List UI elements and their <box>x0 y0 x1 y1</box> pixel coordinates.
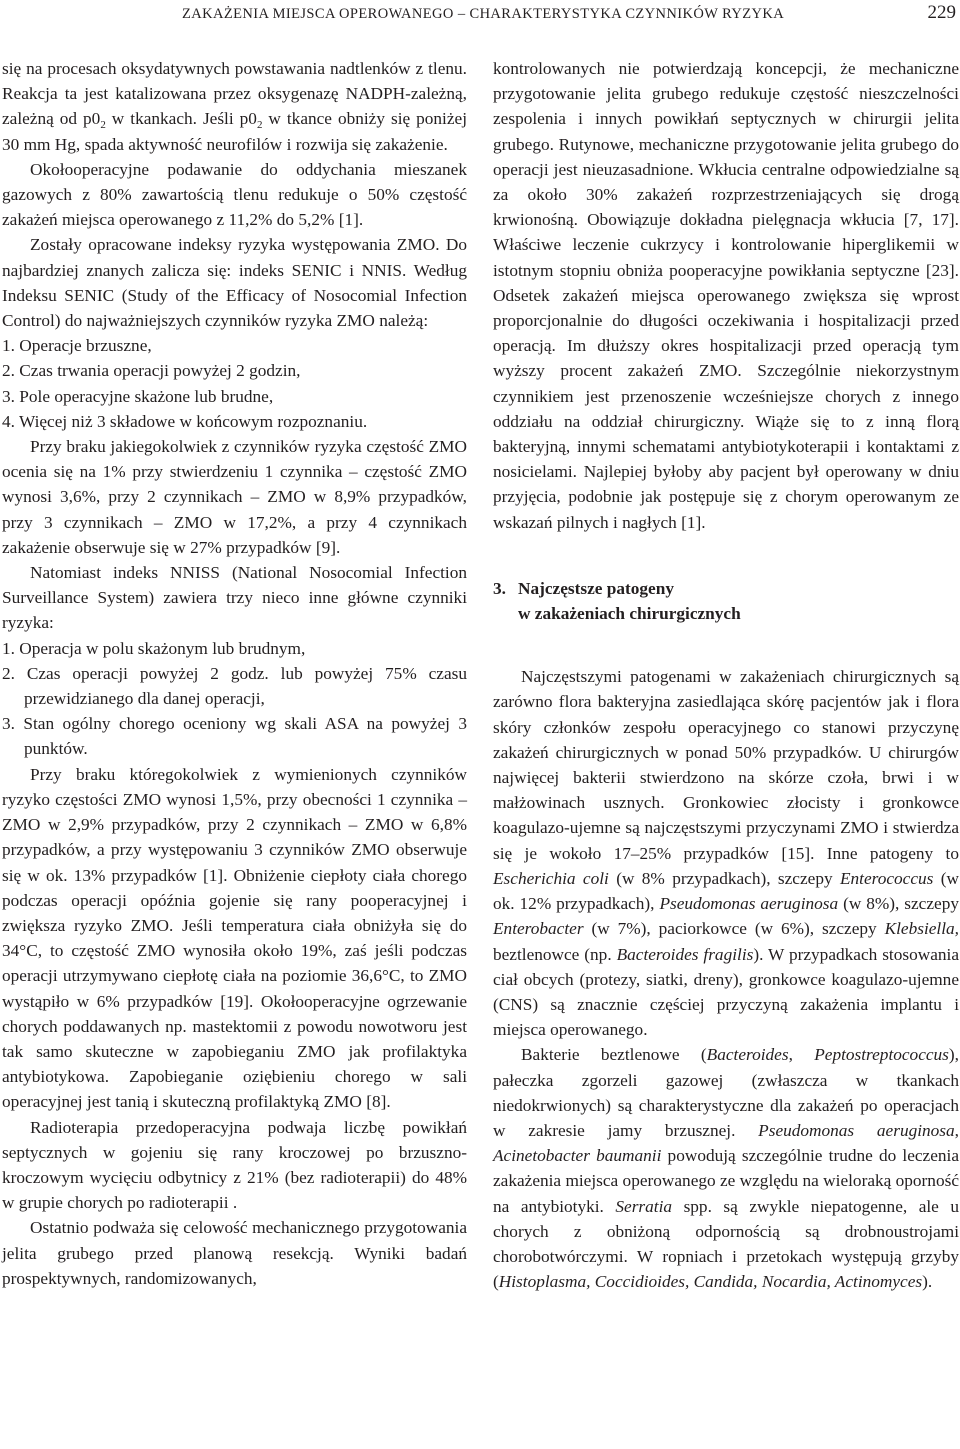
paragraph: Radioterapia przedoperacyjna podwaja liczbę powikłań septycznych w gojeniu się rany kroczowej po brzuszno-kroczowym wycięciu odbytnicy z 21% (bez radioterapii) do 48% w grupie chorych po radioterapii . <box>2 1117 467 1213</box>
paragraph: Bakterie beztlenowe (Bacteroides, Peptostreptococcus), pałeczka zgorzeli gazowej (zwłaszcza w tkankach niedokrwionych) są charakterystyczne dla zakażeń po operacjach w zakresie jamy brzusznej. Pseudomonas aeruginosa, Acinetobacter baumanii powodują szczególnie trudne do leczenia zakażenia miejsca operowanego ze względu na wieloraką oporność na antybiotyki. Serratia spp. są zwykle niepatogenne, ale u chorych z obniżoną odpornością są drobnoustrojami chorobotwórczymi. W ropniach i przetokach występują grzyby (Histoplasma, Coccidioides, Candida, Nocardia, Actinomyces). <box>493 1045 959 1292</box>
paragraph: Przy braku jakiegokolwiek z czynników ryzyka częstość ZMO ocenia się na 1% przy stwierdzeniu 1 czynnika – częstość ZMO wynosi 3,6%, przy 2 czynnikach – ZMO w 8,9% przypadków, przy 3 czynnikach – ZMO w 17,2%, a przy 4 czynnikach zakażenie obserwuje się w 27% przypadków [9]. <box>2 437 467 557</box>
list-item: 3. Pole operacyjne skażone lub brudne, <box>2 386 274 406</box>
section-title-line: w zakażeniach chirurgicznych <box>518 604 741 624</box>
list-item: 1. Operacje brzuszne, <box>2 336 152 356</box>
paragraph: Okołooperacyjne podawanie do oddychania mieszanek gazowych z 80% zawartością tlenu redukuje o 50% częstość zakażeń miejsca operowanego z 11,2% do 5,2% [1]. <box>2 159 467 230</box>
list-item: 4. Więcej niż 3 składowe w końcowym rozpoznaniu. <box>2 411 368 431</box>
paragraph: kontrolowanych nie potwierdzają koncepcji, że mechaniczne przygotowanie jelita grubego redukuje częstość nieszczelności zespolenia i innych powikłań septycznych w chirurgii jelita grubego. Rutynowe, mechaniczne przygotowanie jelita grubego do operacji jest nieuzasadnione. Wkłucia centralne odpowiedzialne są za około 30% zakażeń rozprzestrzeniających się drogą krwionośną. Obowiązuje dokładna pielęgnacja wkłucia [7, 17]. Właściwe leczenie cukrzycy i kontrolowanie hiperglikemii w istotnym stopniu obniża pooperacyjne powikłania septyczne [23]. Odsetek zakażeń miejsca operowanego zwiększa się wprost proporcjonalnie do długości oczekiwania i hospitalizacji przed operacją. Im dłuższy okres hospitalizacji przed operacją tym wyższy procent zakażeń ZMO. Szczególnie niekorzystnym czynnikiem jest przenoszenie wcześniejsze chorych z innego oddziału na oddział chirurgiczny. Wiąże się to z inną florą bakteryjną, innymi schematami antybiotykoterapii i kontaktami z nosicielami. Najlepiej byłoby aby pacjent był operowany w dniu przyjęcia, podobnie jak postępuje się z chorym operowanym ze wskazań pilnych i nagłych [1]. <box>493 59 959 532</box>
list-item: 1. Operacja w polu skażonym lub brudnym, <box>2 638 306 658</box>
paragraph: Natomiast indeks NNISS (National Nosocomial Infection Surveillance System) zawiera trzy nieco inne główne czynniki ryzyka: <box>2 563 467 633</box>
nniss-risk-factor-list <box>2 636 467 762</box>
list-item: 2. Czas operacji powyżej 2 godz. lub powyżej 75% czasu przewidzianego dla danej operacji, <box>2 663 467 709</box>
list-item: 3. Stan ogólny chorego oceniony wg skali ASA na powyżej 3 punktów. <box>2 714 467 759</box>
paragraph: Przy braku któregokolwiek z wymienionych czynników ryzyko częstości ZMO wynosi 1,5%, przy obecności 1 czynnika – ZMO w 2,9% przypadków, przy 2 czynnikach – ZMO w 6,8% przypadków, a przy występowaniu 3 czynników ZMO obserwuje się w ok. 13% przypadków [1]. Obniżenie ciepłoty ciała chorego podczas operacji opóźnia gojenie się rany pooperacyjnej i zwiększa ryzyko ZMO. Jeśli temperatura ciała obniżyła się do 34°C, to częstość ZMO wynosiła około 19%, zaś jeśli podczas operacji utrzymywano ciepłotę ciała na poziomie 36,6°C, to ZMO wystąpiło w 6% przypadków [19]. Okołooperacyjne ogrzewanie chorych poddawanych np. mastektomii z powodu nowotworu jest tak samo skuteczne w zapobieganiu ZMO jak profilaktyka antybiotykowa. Zapobieganie oziębieniu chorego w sali operacyjnej jest tanią i skuteczną profilaktyką ZMO [8]. <box>2 764 467 1112</box>
section-number: 3. <box>493 578 506 598</box>
section-title-line: Najczęstsze patogeny <box>518 578 674 598</box>
left-column <box>2 56 467 1291</box>
list-item: 2. Czas trwania operacji powyżej 2 godzin, <box>2 361 301 381</box>
paragraph: Najczęstszymi patogenami w zakażeniach chirurgicznych są zarówno flora bakteryjna zasiedlająca skórę pacjentów jak i flora skóry członków zespołu operacyjnego co stanowi przyczynę zakażeń chirurgicznych w ponad 50% przypadków. U chirurgów najwięcej bakterii stwierdzono na skórze czoła, brwi i w małżowinach usznych. Gronkowiec złocisty i gronkowce koagulazo-ujemne są najczęstszymi przyczynami ZMO i stwierdza się je wokoło 17–25% przypadków [15]. Inne patogeny to Escherichia coli (w 8% przypadkach), szczepy Enterococcus (w ok. 12% przypadkach), Pseudomonas aeruginosa (w 8%), szczepy Enterobacter (w 7%), paciorkowce (w 6%), szczepy Klebsiella, beztlenowce (np. Bacteroides fragilis). W przypadkach stosowania ciał obcych (protezy, siatki, dreny), gronkowce koagulazo-ujemne (CNS) są znacznie częściej przyczyną zakażenia implantu i miejsca operowanego. <box>493 667 959 1040</box>
page-number: 229 <box>927 2 956 23</box>
right-column <box>493 56 959 1294</box>
running-header <box>0 0 960 30</box>
paragraph: się na procesach oksydatywnych powstawania nadtlenków z tlenu. Reakcja ta jest katalizowana przez oksygenazę NADPH-zależną, zależną od $p0_2$ w tkankach. Jeśli $p0_2$ w tkance obniży się poniżej 30 mm Hg, spada aktywność neurofilów i rozwija się zakażenie. <box>2 59 468 154</box>
paragraph: Zostały opracowane indeksy ryzyka występowania ZMO. Do najbardziej znanych zalicza się: indeks SENIC i NNIS. Według Indeksu SENIC (Study of the Efficacy of Nosocomial Infection Control) do najważniejszych czynników ryzyka ZMO należą: <box>2 235 467 331</box>
running-title: ZAKAŻENIA MIEJSCA OPEROWANEGO – CHARAKTERYSTYKA CZYNNIKÓW RYZYKA <box>182 6 785 22</box>
senic-risk-factor-list <box>2 333 467 434</box>
section-heading <box>493 576 959 626</box>
paragraph: Ostatnio podważa się celowość mechanicznego przygotowania jelita grubego przed planową resekcją. Wyniki badań prospektywnych, randomizowanych, <box>2 1218 467 1288</box>
